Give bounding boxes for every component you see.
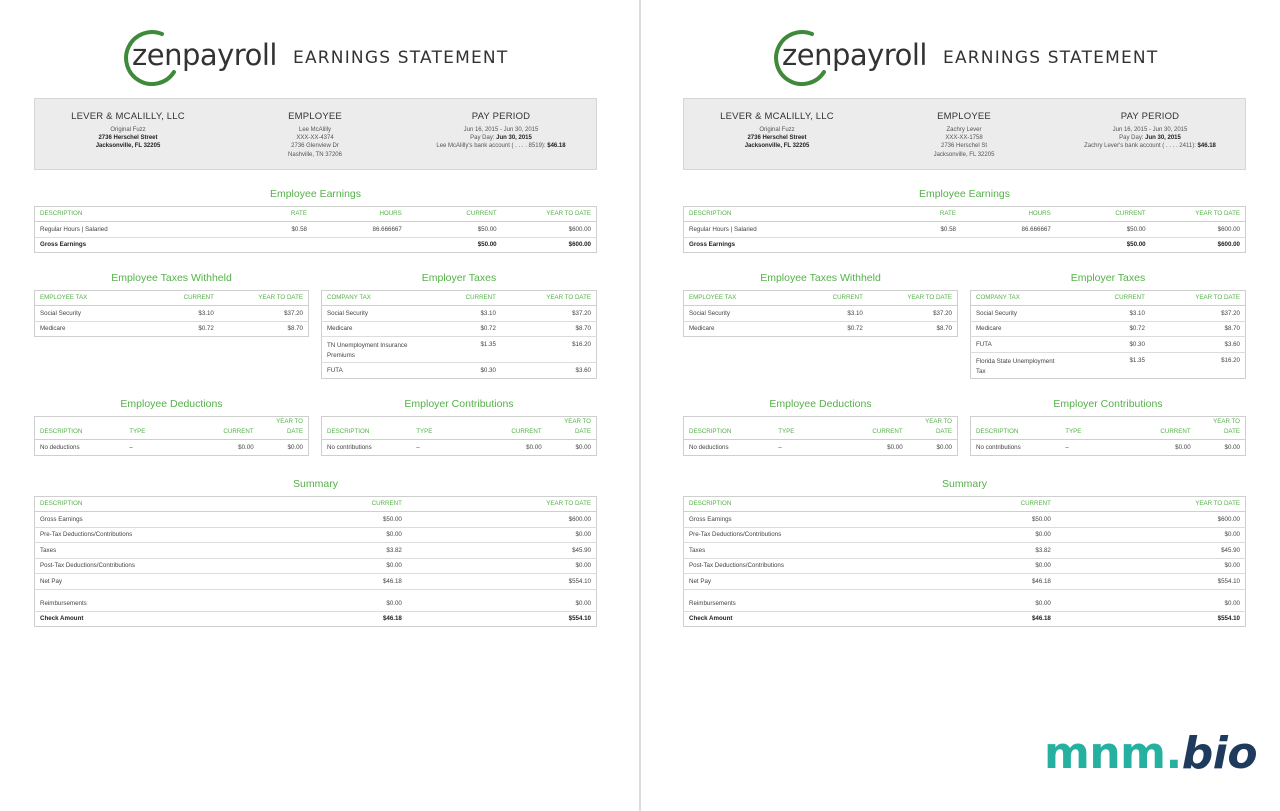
table-row	[322, 321, 597, 337]
row-current: $46.18	[254, 574, 407, 590]
row-description: Medicare	[35, 321, 150, 337]
row-ytd: $8.70	[1150, 321, 1246, 337]
row-description: No contributions	[971, 440, 1061, 456]
row-description: Reimbursements	[35, 589, 255, 611]
col-current: CURRENT	[407, 207, 502, 222]
brand-header	[122, 28, 522, 86]
col-description: DESCRIPTION	[971, 417, 1061, 440]
row-current: $50.00	[1056, 222, 1151, 238]
table-row	[35, 222, 597, 238]
row-current: $0.00	[1130, 440, 1196, 456]
col-current: CURRENT	[843, 417, 908, 440]
row-description: FUTA	[971, 337, 1066, 353]
col-current: CURRENT	[481, 417, 547, 440]
col-description: DESCRIPTION	[322, 417, 412, 440]
row-description: Medicare	[322, 321, 417, 337]
company-logo: zenpayroll	[132, 38, 277, 72]
table-row	[684, 512, 1246, 528]
row-ytd: $600.00	[502, 222, 597, 238]
row-description: Post-Tax Deductions/Contributions	[684, 558, 904, 574]
row-current: $0.00	[194, 440, 259, 456]
row-ytd: $3.60	[1150, 337, 1246, 353]
col-hours: HOURS	[312, 207, 407, 222]
col-description: DESCRIPTION	[684, 417, 774, 440]
table-row-total	[684, 237, 1246, 253]
table-row	[684, 574, 1246, 590]
col-description: DESCRIPTION	[684, 497, 904, 512]
col-ytd-line1: YEAR TO	[1213, 418, 1240, 425]
table-row	[35, 589, 597, 611]
table-row-total	[684, 611, 1246, 627]
employee-info	[225, 111, 405, 159]
col-description: DESCRIPTION	[35, 417, 125, 440]
row-current: $3.10	[149, 306, 219, 322]
col-hours: HOURS	[961, 207, 1056, 222]
brand-header	[772, 28, 1172, 86]
summary-table	[34, 496, 597, 627]
row-current: $0.72	[416, 321, 501, 337]
col-type: TYPE	[773, 417, 843, 440]
row-description: Social Security	[684, 306, 799, 322]
table-row-total	[35, 237, 597, 253]
row-ytd: $8.70	[219, 321, 309, 337]
row-current: $3.10	[798, 306, 868, 322]
contributions-table	[970, 416, 1246, 456]
row-current: $0.00	[903, 527, 1056, 543]
row-current: $0.30	[1065, 337, 1150, 353]
row-current: $0.00	[481, 440, 547, 456]
employee-heading: EMPLOYEE	[937, 111, 991, 122]
table-row	[35, 527, 597, 543]
section-title-deductions: Employee Deductions	[769, 398, 872, 410]
section-title-contributions: Employer Contributions	[1053, 398, 1163, 410]
col-ytd	[259, 417, 309, 440]
row-description: Net Pay	[35, 574, 255, 590]
table-row	[35, 558, 597, 574]
table-row-total	[35, 611, 597, 627]
table-row	[35, 543, 597, 559]
table-row	[971, 321, 1246, 337]
company-city: Jacksonville, FL 32205	[744, 143, 810, 150]
company-info	[687, 111, 867, 151]
row-description: Check Amount	[684, 611, 904, 627]
pay-period-range: Jun 16, 2015 - Jun 30, 2015	[1112, 127, 1188, 133]
row-current: $50.00	[407, 222, 502, 238]
table-row	[35, 321, 309, 337]
col-ytd-line1: YEAR TO	[564, 418, 591, 425]
pay-period-heading: PAY PERIOD	[1120, 111, 1180, 122]
col-ytd-line2: DATE	[935, 428, 952, 435]
row-current: $50.00	[407, 237, 502, 253]
row-ytd: $3.60	[501, 363, 597, 379]
company-heading: LEVER & MCALILLY, LLC	[720, 111, 834, 122]
col-ytd-line2: DATE	[286, 428, 303, 435]
deductions-table	[34, 416, 309, 456]
row-description: Gross Earnings	[684, 512, 904, 528]
row-ytd: $45.90	[407, 543, 597, 559]
row-ytd: $554.10	[1056, 611, 1246, 627]
row-ytd: $600.00	[1151, 237, 1246, 253]
col-current: CURRENT	[149, 291, 219, 306]
row-description: Pre-Tax Deductions/Contributions	[684, 527, 904, 543]
table-row	[684, 321, 958, 337]
row-current: $46.18	[903, 574, 1056, 590]
row-ytd: $0.00	[1056, 589, 1246, 611]
employee-ssn: XXX-XX-4374	[296, 135, 334, 142]
row-description: FUTA	[322, 363, 417, 379]
employee-city: Jacksonville, FL 32205	[933, 151, 995, 158]
watermark-logo	[1044, 728, 1257, 779]
row-current: $50.00	[903, 512, 1056, 528]
col-ytd: YEAR TO DATE	[501, 291, 597, 306]
table-row	[971, 306, 1246, 322]
row-current: $3.10	[416, 306, 501, 322]
col-type: TYPE	[1060, 417, 1130, 440]
row-description: Social Security	[322, 306, 417, 322]
employer-taxes-table	[970, 290, 1246, 379]
deposit-amount: $46.18	[1197, 143, 1216, 150]
row-current: $46.18	[254, 611, 407, 627]
table-row	[684, 306, 958, 322]
row-ytd: $37.20	[868, 306, 958, 322]
col-ytd-line2: DATE	[574, 428, 591, 435]
row-ytd: $37.20	[219, 306, 309, 322]
row-ytd: $600.00	[407, 512, 597, 528]
row-hours: 86.666667	[312, 222, 407, 238]
col-current: CURRENT	[416, 291, 501, 306]
contributions-table	[321, 416, 597, 456]
row-description: Medicare	[684, 321, 799, 337]
row-ytd: $8.70	[501, 321, 597, 337]
col-employee-tax: EMPLOYEE TAX	[684, 291, 799, 306]
table-row	[35, 574, 597, 590]
row-description: Gross Earnings	[35, 237, 225, 253]
pay-day-label: Pay Day:	[470, 135, 497, 142]
watermark-part-1: mnm.	[1044, 728, 1182, 779]
table-row	[684, 543, 1246, 559]
col-description: DESCRIPTION	[35, 207, 225, 222]
deductions-table	[683, 416, 958, 456]
row-ytd: $16.20	[1150, 352, 1246, 378]
row-ytd: $0.00	[1196, 440, 1246, 456]
earnings-table	[683, 206, 1246, 253]
table-row	[971, 352, 1246, 378]
pay-day: Jun 30, 2015	[496, 135, 532, 142]
col-company-tax: COMPANY TAX	[322, 291, 417, 306]
section-title-employer-taxes: Employer Taxes	[421, 272, 497, 284]
statement-page-2	[641, 0, 1280, 811]
row-ytd: $0.00	[1056, 558, 1246, 574]
table-row	[684, 222, 1246, 238]
col-ytd: YEAR TO DATE	[1150, 291, 1246, 306]
section-title-summary: Summary	[293, 478, 338, 490]
company-name: Original Fuzz	[759, 127, 795, 133]
row-description: Medicare	[971, 321, 1066, 337]
employee-street: 2736 Herschel St	[940, 143, 988, 150]
pay-day: Jun 30, 2015	[1145, 135, 1181, 142]
row-ytd: $554.10	[1056, 574, 1246, 590]
col-description: DESCRIPTION	[684, 207, 874, 222]
row-current: $46.18	[903, 611, 1056, 627]
col-ytd	[547, 417, 597, 440]
row-rate: $0.58	[873, 222, 961, 238]
row-rate: $0.58	[224, 222, 312, 238]
row-current: $3.10	[1065, 306, 1150, 322]
bank-account: Zachry Lever's bank account ( . . . . 2411):	[1084, 143, 1198, 150]
col-ytd	[908, 417, 958, 440]
row-current: $0.00	[843, 440, 908, 456]
section-title-employer-taxes: Employer Taxes	[1070, 272, 1146, 284]
row-current: $0.00	[254, 589, 407, 611]
pay-day-label: Pay Day:	[1119, 135, 1146, 142]
table-row	[684, 527, 1246, 543]
col-rate: RATE	[873, 207, 961, 222]
pay-period-heading: PAY PERIOD	[471, 111, 531, 122]
row-description: Taxes	[684, 543, 904, 559]
col-ytd	[1196, 417, 1246, 440]
col-ytd: YEAR TO DATE	[219, 291, 309, 306]
pay-period-info	[411, 111, 591, 151]
row-ytd: $600.00	[502, 237, 597, 253]
col-employee-tax: EMPLOYEE TAX	[35, 291, 150, 306]
row-type: –	[411, 440, 481, 456]
row-current: $0.72	[1065, 321, 1150, 337]
table-row	[35, 440, 309, 456]
col-ytd: YEAR TO DATE	[1151, 207, 1246, 222]
employee-info	[874, 111, 1054, 159]
section-title-earnings: Employee Earnings	[269, 188, 362, 200]
table-row	[971, 440, 1246, 456]
row-ytd: $16.20	[501, 337, 597, 363]
col-company-tax: COMPANY TAX	[971, 291, 1066, 306]
table-row	[322, 306, 597, 322]
col-ytd: YEAR TO DATE	[502, 207, 597, 222]
row-current: $3.82	[254, 543, 407, 559]
row-description: Gross Earnings	[35, 512, 255, 528]
row-description: Social Security	[971, 306, 1066, 322]
col-ytd: YEAR TO DATE	[407, 497, 597, 512]
row-description: Gross Earnings	[684, 237, 874, 253]
document-title: EARNINGS STATEMENT	[293, 48, 509, 68]
row-current: $1.35	[416, 337, 501, 363]
row-description: No contributions	[322, 440, 412, 456]
section-title-contributions: Employer Contributions	[404, 398, 514, 410]
row-description: Net Pay	[684, 574, 904, 590]
col-ytd: YEAR TO DATE	[868, 291, 958, 306]
row-current: $0.30	[416, 363, 501, 379]
row-description: Regular Hours | Salaried	[684, 222, 874, 238]
earnings-table	[34, 206, 597, 253]
employee-city: Nashville, TN 37206	[288, 151, 342, 158]
table-row	[684, 440, 958, 456]
col-ytd: YEAR TO DATE	[1056, 497, 1246, 512]
row-current: $0.00	[254, 558, 407, 574]
row-ytd: $600.00	[1056, 512, 1246, 528]
table-row	[35, 512, 597, 528]
row-description: Post-Tax Deductions/Contributions	[35, 558, 255, 574]
section-title-earnings: Employee Earnings	[918, 188, 1011, 200]
row-description: Check Amount	[35, 611, 255, 627]
section-title-deductions: Employee Deductions	[120, 398, 223, 410]
row-current: $0.72	[798, 321, 868, 337]
info-box	[683, 98, 1246, 170]
summary-table	[683, 496, 1246, 627]
employee-heading: EMPLOYEE	[288, 111, 342, 122]
row-ytd: $8.70	[868, 321, 958, 337]
row-ytd: $554.10	[407, 611, 597, 627]
row-ytd: $0.00	[908, 440, 958, 456]
section-title-taxes-withheld: Employee Taxes Withheld	[111, 272, 232, 284]
row-description: No deductions	[35, 440, 125, 456]
document-title: EARNINGS STATEMENT	[943, 48, 1159, 68]
col-ytd-line2: DATE	[1223, 428, 1240, 435]
row-current: $1.35	[1065, 352, 1150, 378]
row-ytd: $0.00	[259, 440, 309, 456]
row-ytd: $554.10	[407, 574, 597, 590]
col-current: CURRENT	[1065, 291, 1150, 306]
row-description: Florida State Unemployment Tax	[971, 352, 1066, 378]
row-current: $0.00	[903, 558, 1056, 574]
company-logo: zenpayroll	[782, 38, 927, 72]
section-title-summary: Summary	[942, 478, 987, 490]
row-current: $50.00	[1056, 237, 1151, 253]
company-heading: LEVER & MCALILLY, LLC	[71, 111, 185, 122]
section-title-taxes-withheld: Employee Taxes Withheld	[760, 272, 881, 284]
col-current: CURRENT	[254, 497, 407, 512]
deposit-amount: $46.18	[547, 143, 566, 150]
col-ytd-line1: YEAR TO	[276, 418, 303, 425]
table-row	[684, 558, 1246, 574]
statement-page-1	[0, 0, 639, 811]
row-current: $3.82	[903, 543, 1056, 559]
row-ytd: $600.00	[1151, 222, 1246, 238]
row-ytd: $37.20	[501, 306, 597, 322]
row-current: $50.00	[254, 512, 407, 528]
row-type: –	[124, 440, 194, 456]
employer-taxes-table	[321, 290, 597, 379]
company-name: Original Fuzz	[110, 127, 146, 133]
row-ytd: $0.00	[1056, 527, 1246, 543]
company-info	[38, 111, 218, 151]
info-box	[34, 98, 597, 170]
table-row	[35, 306, 309, 322]
taxes-withheld-table	[34, 290, 309, 337]
row-description: TN Unemployment Insurance Premiums	[322, 337, 417, 363]
pay-period-info	[1060, 111, 1240, 151]
employee-ssn: XXX-XX-1758	[945, 135, 983, 142]
table-row	[322, 440, 597, 456]
row-ytd: $0.00	[547, 440, 597, 456]
col-type: TYPE	[124, 417, 194, 440]
col-current: CURRENT	[1130, 417, 1196, 440]
table-row	[322, 337, 597, 363]
col-ytd-line1: YEAR TO	[925, 418, 952, 425]
row-current: $0.72	[149, 321, 219, 337]
company-street: 2736 Herschel Street	[98, 135, 158, 142]
row-description: Social Security	[35, 306, 150, 322]
col-current: CURRENT	[1056, 207, 1151, 222]
col-type: TYPE	[411, 417, 481, 440]
row-description: No deductions	[684, 440, 774, 456]
row-current: $0.00	[903, 589, 1056, 611]
row-ytd: $37.20	[1150, 306, 1246, 322]
employee-street: 2736 Glenview Dr	[291, 143, 339, 150]
row-description: Pre-Tax Deductions/Contributions	[35, 527, 255, 543]
table-row	[322, 363, 597, 379]
row-description: Reimbursements	[684, 589, 904, 611]
row-type: –	[773, 440, 843, 456]
row-hours: 86.666667	[961, 222, 1056, 238]
pay-period-range: Jun 16, 2015 - Jun 30, 2015	[463, 127, 539, 133]
row-type: –	[1060, 440, 1130, 456]
col-current: CURRENT	[798, 291, 868, 306]
col-current: CURRENT	[903, 497, 1056, 512]
employee-name: Zachry Lever	[946, 127, 982, 133]
row-description: Regular Hours | Salaried	[35, 222, 225, 238]
company-city: Jacksonville, FL 32205	[95, 143, 161, 150]
watermark-part-2: bio	[1181, 728, 1258, 779]
company-street: 2736 Herschel Street	[747, 135, 807, 142]
col-rate: RATE	[224, 207, 312, 222]
row-description: Taxes	[35, 543, 255, 559]
employee-name: Lee McAlilly	[298, 127, 331, 133]
bank-account: Lee McAlilly's bank account ( . . . . 8519):	[436, 143, 548, 150]
table-row	[971, 337, 1246, 353]
col-description: DESCRIPTION	[35, 497, 255, 512]
taxes-withheld-table	[683, 290, 958, 337]
row-ytd: $0.00	[407, 589, 597, 611]
row-ytd: $0.00	[407, 527, 597, 543]
row-ytd: $45.90	[1056, 543, 1246, 559]
row-ytd: $0.00	[407, 558, 597, 574]
col-current: CURRENT	[194, 417, 259, 440]
row-current: $0.00	[254, 527, 407, 543]
table-row	[684, 589, 1246, 611]
